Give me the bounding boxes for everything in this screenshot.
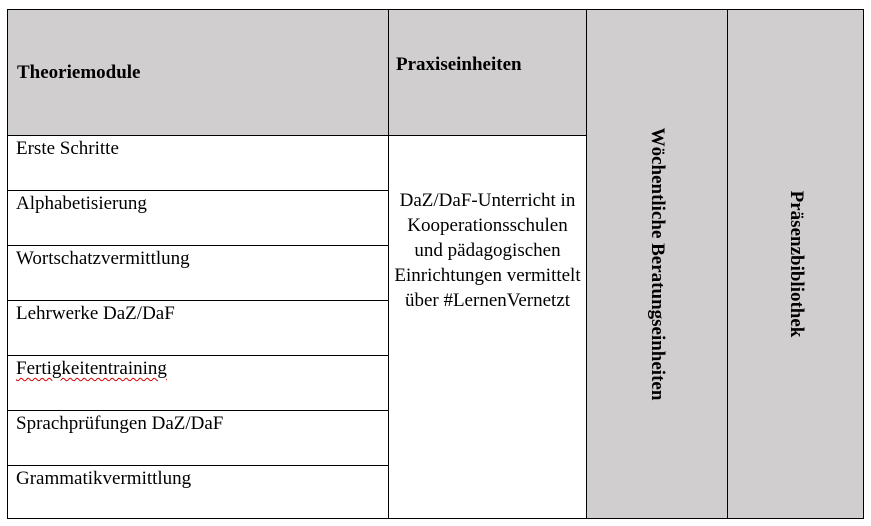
theory-module-label: Fertigkeitentraining [16, 358, 167, 379]
module-table [7, 9, 864, 519]
weekly-consultation-label: Wöchentliche Beratungseinheiten [647, 127, 668, 401]
theory-module-label: Erste Schritte [16, 138, 119, 159]
weekly-consultation-column [586, 9, 728, 519]
theory-row [7, 355, 389, 411]
header-theory-cell [7, 9, 389, 136]
theory-row [7, 410, 389, 466]
header-theory: Theoriemodule [17, 62, 141, 83]
theory-row [7, 465, 389, 519]
theory-module-label: Grammatikvermittlung [16, 468, 192, 489]
theory-row [7, 190, 389, 246]
theory-module-label: Sprachprüfungen DaZ/DaF [16, 413, 224, 434]
theory-module-label: Lehrwerke DaZ/DaF [16, 303, 175, 324]
library-column [727, 9, 864, 519]
header-practice-cell [388, 9, 587, 136]
practice-text: DaZ/DaF-Unterricht in Kooperationsschulen und pädagogischen Einrichtungen vermittelt über #LernenVernetzt [394, 190, 581, 311]
theory-module-label: Alphabetisierung [16, 193, 147, 214]
theory-row [7, 135, 389, 191]
practice-cell [388, 135, 587, 519]
library-label: Präsenzbibliothek [785, 190, 807, 338]
header-practice: Praxiseinheiten [396, 54, 522, 75]
theory-row [7, 300, 389, 356]
theory-module-label: Wortschatzvermittlung [16, 248, 190, 269]
theory-row [7, 245, 389, 301]
